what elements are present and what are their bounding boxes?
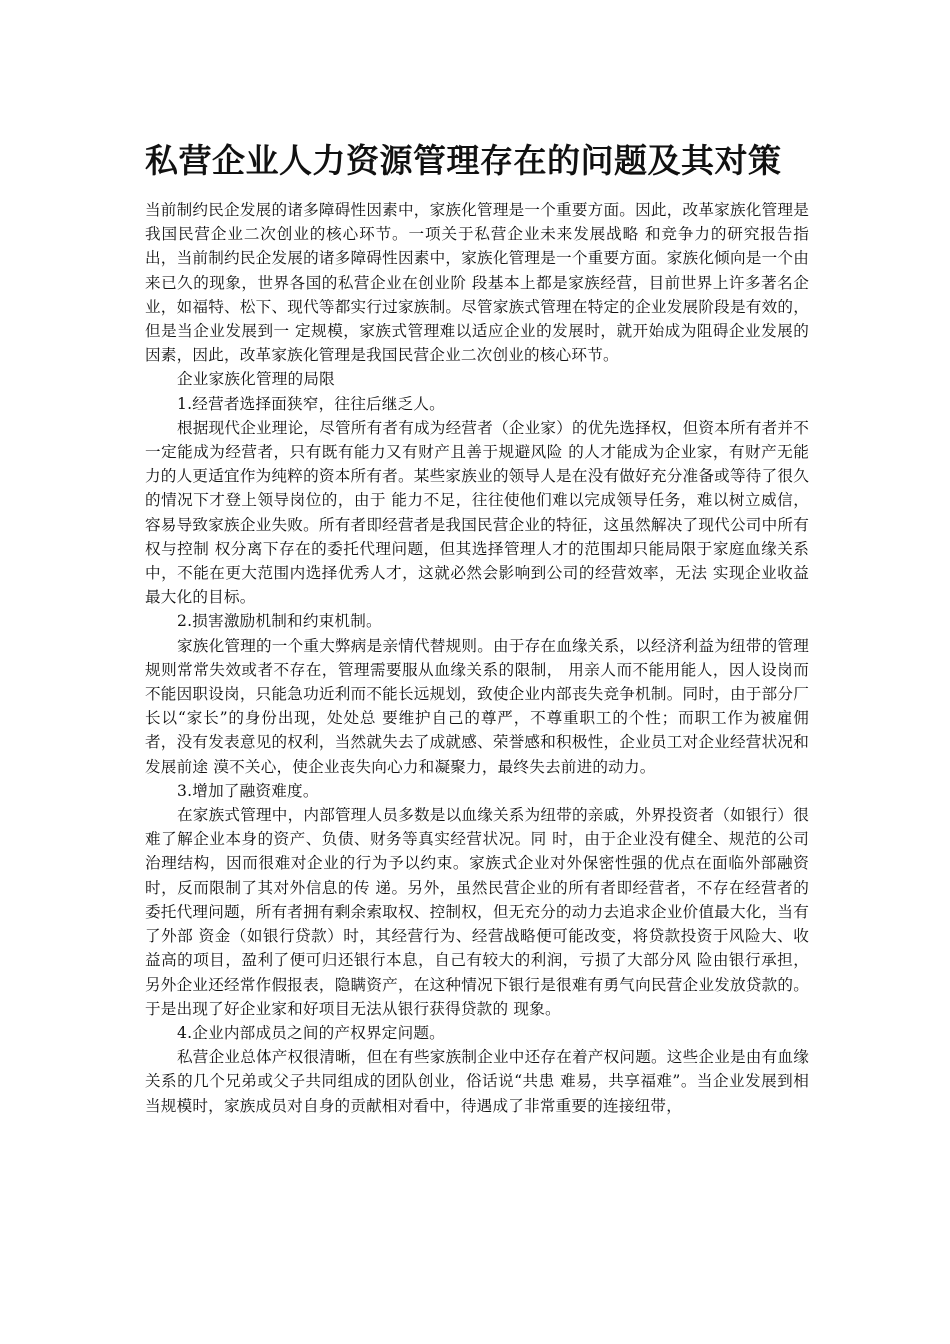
body-paragraph-2: 家族化管理的一个重大弊病是亲情代替规则。由于存在血缘关系，以经济利益为纽带的管理规则常常失效或者不存在，管理需要服从血缘关系的限制， 用亲人而不能用能人，因人设岗而不能因职设岗，只能急功近利而不能长远规划，致使企业内部丧失竞争机制。同时，由于部分厂长以“家长”的身份出现，处处总 要维护自己的尊严，不尊重职工的个性；而职工作为被雇佣者，没有发表意见的权利，当然就失去了成就感、荣誉感和积极性，企业员工对企业经营状况和发展前途 漠不关心，使企业丧失向心力和凝聚力，最终失去前进的动力。: [145, 636, 809, 776]
body-paragraph-1: 根据现代企业理论，尽管所有者有成为经营者（企业家）的优先选择权，但资本所有者并不一定能成为经营者，只有既有能力又有财产且善于规避风险 的人才能成为企业家，有财产无能力的人更适宜作为纯粹的资本所有者。某些家族业的领导人是在没有做好充分准备或等待了很久的情况下才登上领导岗位的，由于 能力不足，往往使他们难以完成领导任务，难以树立威信，容易导致家族企业失败。所有者即经营者是我国民营企业的特征，这虽然解决了现代公司中所有权与控制 权分离下存在的委托代理问题，但其选择管理人才的范围却只能局限于家庭血缘关系中，不能在更大范围内选择优秀人才，这就必然会影响到公司的经营效率，无法 实现企业收益最大化的目标。: [145, 418, 809, 607]
point-heading-4: 4.企业内部成员之间的产权界定问题。: [177, 1023, 445, 1042]
section-heading: 企业家族化管理的局限: [177, 370, 335, 389]
point-heading-1: 1.经营者选择面狭窄，往往后继乏人。: [177, 394, 445, 413]
point-heading-2: 2.损害激励机制和约束机制。: [177, 612, 382, 631]
point-heading-3: 3.增加了融资难度。: [177, 781, 319, 800]
body-paragraph-4: 私营企业总体产权很清晰，但在有些家族制企业中还存在着产权问题。这些企业是由有血缘关系的几个兄弟或父子共同组成的团队创业，俗话说“共患 难易，共享福难”。当企业发展到相当规模时，家族成员对自身的贡献相对看中，待遇成了非常重要的连接纽带，: [145, 1048, 809, 1115]
intro-paragraph: 当前制约民企发展的诸多障碍性因素中，家族化管理是一个重要方面。因此，改革家族化管理是我国民营企业二次创业的核心环节。一项关于私营企业未来发展战略 和竞争力的研究报告指出，当前制约民企发展的诸多障碍性因素中，家族化管理是一个重要方面。家族化倾向是一个由来已久的现象，世界各国的私营企业在创业阶 段基本上都是家族经营，目前世界上许多著名企业，如福特、松下、现代等都实行过家族制。尽管家族式管理在特定的企业发展阶段是有效的，但是当企业发展到一 定规模，家族式管理难以适应企业的发展时，就开始成为阻碍企业发展的因素，因此，改革家族化管理是我国民营企业二次创业的核心环节。: [145, 201, 809, 365]
body-paragraph-3: 在家族式管理中，内部管理人员多数是以血缘关系为纽带的亲戚，外界投资者（如银行）很难了解企业本身的资产、负债、财务等真实经营状况。同 时，由于企业没有健全、规范的公司治理结构，因而很难对企业的行为予以约束。家族式企业对外保密性强的优点在面临外部融资时，反而限制了其对外信息的传 递。另外，虽然民营企业的所有者即经营者，不存在经营者的委托代理问题，所有者拥有剩余索取权、控制权，但无充分的动力去追求企业价值最大化，当有了外部 资金（如银行贷款）时，其经营行为、经营战略便可能改变，将贷款投资于风险大、收益高的项目，盈利了便可归还银行本息，自己有较大的利润，亏损了大部分风 险由银行承担，另外企业还经常作假报表，隐瞒资产，在这种情况下银行是很难有勇气向民营企业发放贷款的。于是出现了好企业家和好项目无法从银行获得贷款的 现象。: [145, 806, 809, 1018]
document-body: [145, 138, 809, 1118]
document-title: 私营企业人力资源管理存在的问题及其对策: [145, 141, 782, 180]
